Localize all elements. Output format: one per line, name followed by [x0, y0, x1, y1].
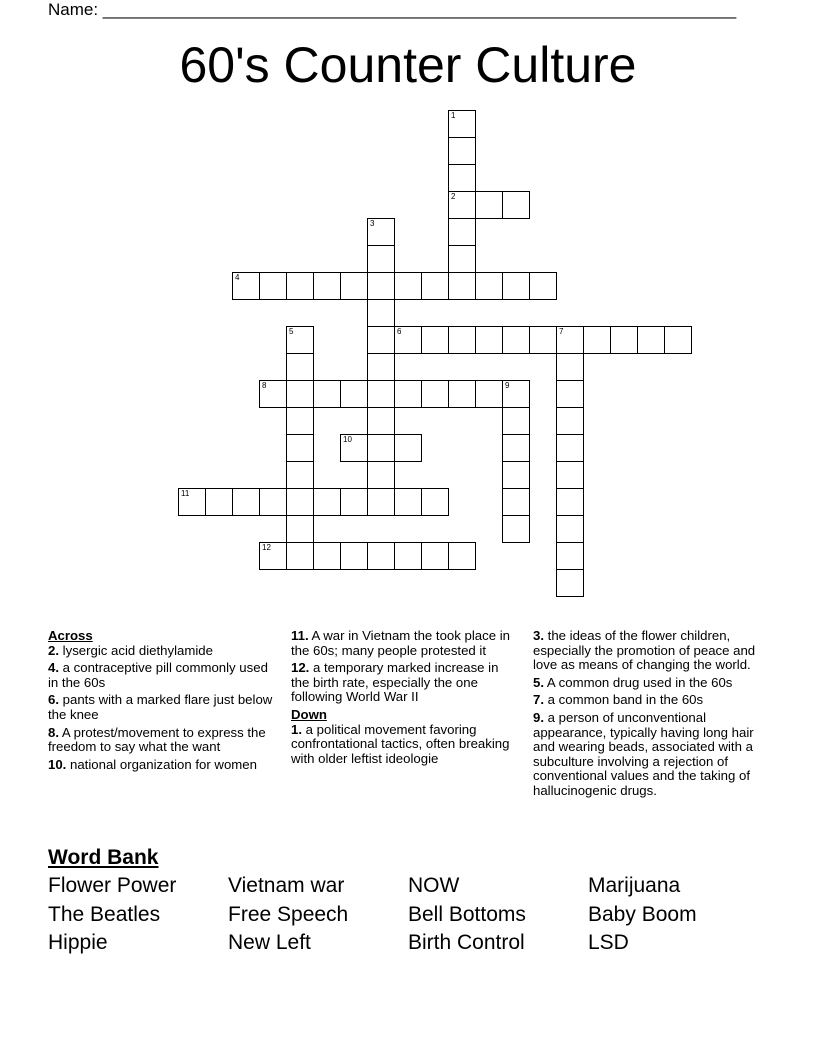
- grid-cell[interactable]: [502, 191, 530, 219]
- grid-cell[interactable]: [556, 461, 584, 489]
- grid-cell[interactable]: [556, 542, 584, 570]
- grid-cell[interactable]: [502, 380, 530, 408]
- cell-number: 3: [370, 219, 375, 228]
- grid-cell[interactable]: [367, 326, 395, 354]
- word-bank-title: Word Bank: [48, 846, 159, 869]
- grid-cell[interactable]: [637, 326, 665, 354]
- grid-cell[interactable]: [448, 164, 476, 192]
- grid-cell[interactable]: [475, 380, 503, 408]
- clue-text: A protest/movement to express the freedom to say what the want: [48, 724, 266, 755]
- grid-cell[interactable]: [178, 488, 206, 516]
- grid-cell[interactable]: [394, 488, 422, 516]
- clue-number: 11.: [291, 628, 309, 643]
- clue-across-10: [48, 758, 273, 773]
- grid-cell[interactable]: [502, 434, 530, 462]
- clue-across-4: [48, 661, 273, 690]
- grid-cell[interactable]: [286, 272, 314, 300]
- clue-number: 10.: [48, 756, 67, 772]
- word-bank-item: Baby Boom: [588, 903, 697, 926]
- grid-cell[interactable]: [286, 461, 314, 489]
- grid-cell[interactable]: [394, 434, 422, 462]
- clue-across-2: [48, 644, 273, 659]
- grid-cell[interactable]: [502, 515, 530, 543]
- grid-cell[interactable]: [367, 272, 395, 300]
- clue-down-1: [291, 723, 519, 767]
- grid-cell[interactable]: [286, 434, 314, 462]
- clue-text: lysergic acid diethylamide: [59, 642, 213, 658]
- grid-cell[interactable]: [556, 380, 584, 408]
- word-bank-item: Hippie: [48, 931, 108, 954]
- clue-text: a political movement favoring confrontational tactics, often breaking with older leftist ideologie: [291, 721, 510, 766]
- clue-number: 3.: [533, 628, 544, 643]
- grid-cell[interactable]: [448, 245, 476, 273]
- clue-down-9: [533, 711, 773, 799]
- grid-cell[interactable]: [205, 488, 233, 516]
- grid-cell[interactable]: [286, 326, 314, 354]
- page-title: 60's Counter Culture: [179, 37, 637, 93]
- cell-number: 7: [559, 327, 564, 336]
- grid-cell[interactable]: [367, 380, 395, 408]
- grid-cell[interactable]: [583, 326, 611, 354]
- grid-cell[interactable]: [556, 569, 584, 597]
- word-bank-item: New Left: [228, 931, 311, 954]
- clues-column-3: [533, 629, 773, 802]
- clue-text: a common band in the 60s: [544, 692, 704, 708]
- clue-across-6: [48, 693, 273, 722]
- word-bank-item: Birth Control: [408, 931, 525, 954]
- grid-cell[interactable]: [313, 488, 341, 516]
- clue-number: 7.: [533, 692, 544, 708]
- grid-cell[interactable]: [448, 191, 476, 219]
- grid-cell[interactable]: [502, 461, 530, 489]
- word-bank-item: Bell Bottoms: [408, 903, 526, 926]
- grid-cell[interactable]: [367, 488, 395, 516]
- grid-cell[interactable]: [259, 542, 287, 570]
- grid-cell[interactable]: [502, 488, 530, 516]
- grid-cell[interactable]: [502, 272, 530, 300]
- grid-cell[interactable]: [556, 515, 584, 543]
- grid-cell[interactable]: [421, 326, 449, 354]
- grid-cell[interactable]: [475, 191, 503, 219]
- grid-cell[interactable]: [367, 434, 395, 462]
- grid-cell[interactable]: [340, 542, 368, 570]
- word-bank-item: Flower Power: [48, 874, 177, 897]
- grid-cell[interactable]: [529, 326, 557, 354]
- name-field[interactable]: Name: ___________________________________________________________________: [48, 0, 737, 19]
- cell-number: 6: [397, 327, 402, 336]
- cell-number: 1: [451, 111, 456, 120]
- grid-cell[interactable]: [286, 353, 314, 381]
- clue-down-3: [533, 629, 773, 673]
- down-header: Down: [291, 706, 327, 722]
- grid-cell[interactable]: [556, 434, 584, 462]
- grid-cell[interactable]: [610, 326, 638, 354]
- grid-cell[interactable]: [367, 218, 395, 246]
- grid-cell[interactable]: [340, 434, 368, 462]
- grid-cell[interactable]: [286, 542, 314, 570]
- grid-cell[interactable]: [448, 137, 476, 165]
- grid-cell[interactable]: [448, 542, 476, 570]
- cell-number: 2: [451, 192, 456, 201]
- word-bank-item: The Beatles: [48, 903, 161, 926]
- clue-number: 6.: [48, 692, 59, 708]
- clue-down-7: [533, 693, 773, 708]
- word-bank-item: NOW: [408, 874, 460, 897]
- cell-number: 4: [235, 273, 240, 282]
- grid-cell[interactable]: [556, 488, 584, 516]
- grid-cell[interactable]: [421, 380, 449, 408]
- grid-cell[interactable]: [232, 272, 260, 300]
- cell-number: 5: [289, 327, 294, 336]
- grid-cell[interactable]: [367, 542, 395, 570]
- grid-cell[interactable]: [232, 488, 260, 516]
- grid-cell[interactable]: [421, 488, 449, 516]
- word-bank-item: Vietnam war: [228, 874, 345, 897]
- grid-cell[interactable]: [556, 407, 584, 435]
- grid-cell[interactable]: [286, 380, 314, 408]
- grid-cell[interactable]: [394, 272, 422, 300]
- clue-number: 9.: [533, 709, 544, 725]
- grid-cell[interactable]: [448, 326, 476, 354]
- grid-cell[interactable]: [286, 515, 314, 543]
- grid-cell[interactable]: [367, 461, 395, 489]
- grid-cell[interactable]: [394, 380, 422, 408]
- clue-number: 12.: [291, 660, 310, 676]
- clue-down-5: [533, 676, 773, 691]
- grid-cell[interactable]: [259, 380, 287, 408]
- grid-cell[interactable]: [367, 299, 395, 327]
- clue-number: 5.: [533, 674, 544, 690]
- clue-text: A war in Vietnam the took place in the 60s; many people protested it: [291, 628, 510, 658]
- cell-number: 11: [181, 489, 190, 498]
- grid-cell[interactable]: [556, 353, 584, 381]
- grid-cell[interactable]: [259, 272, 287, 300]
- grid-cell[interactable]: [286, 407, 314, 435]
- clue-across-11: [291, 629, 519, 658]
- clue-across-12: [291, 661, 519, 705]
- grid-cell[interactable]: [421, 542, 449, 570]
- cell-number: 8: [262, 381, 267, 390]
- clue-number: 2.: [48, 642, 59, 658]
- clue-text: the ideas of the flower children, especially the promotion of peace and love as means of changing the world.: [533, 628, 756, 673]
- grid-cell[interactable]: [448, 218, 476, 246]
- grid-cell[interactable]: [340, 488, 368, 516]
- grid-cell[interactable]: [394, 542, 422, 570]
- grid-cell[interactable]: [502, 326, 530, 354]
- grid-cell[interactable]: [502, 407, 530, 435]
- word-bank-item: Marijuana: [588, 874, 681, 897]
- clue-text: a contraceptive pill commonly used in the 60s: [48, 660, 268, 690]
- grid-cell[interactable]: [313, 542, 341, 570]
- grid-cell[interactable]: [394, 326, 422, 354]
- grid-cell[interactable]: [340, 272, 368, 300]
- word-bank-item: LSD: [588, 931, 629, 954]
- clue-across-8: [48, 726, 273, 755]
- clues-column-1: [48, 629, 273, 775]
- cell-number: 9: [505, 381, 510, 390]
- clue-text: national organization for women: [66, 756, 257, 772]
- word-bank-item: Free Speech: [228, 903, 349, 926]
- grid-cell[interactable]: [664, 326, 692, 354]
- grid-cell[interactable]: [313, 272, 341, 300]
- grid-cell[interactable]: [259, 488, 287, 516]
- grid-cell[interactable]: [556, 326, 584, 354]
- grid-cell[interactable]: [421, 272, 449, 300]
- grid-cell[interactable]: [475, 326, 503, 354]
- grid-cell[interactable]: [529, 272, 557, 300]
- clues-column-2: [291, 629, 519, 769]
- clue-number: 4.: [48, 660, 59, 676]
- grid-cell[interactable]: [367, 353, 395, 381]
- grid-cell[interactable]: [313, 380, 341, 408]
- clue-text: pants with a marked flare just below the knee: [48, 692, 273, 722]
- cell-number: 10: [343, 435, 352, 444]
- grid-cell[interactable]: [367, 245, 395, 273]
- clue-number: 1.: [291, 721, 302, 737]
- clue-text: a temporary marked increase in the birth rate, especially the one following World War II: [291, 660, 499, 705]
- grid-cell[interactable]: [448, 380, 476, 408]
- clue-text: a person of unconventional appearance, typically having long hair and wearing beads, associated with a subculture involving a rejection of conventional values and the taking of hallucinogenic drugs.: [533, 709, 754, 798]
- clue-number: 8.: [48, 724, 59, 740]
- cell-number: 12: [262, 543, 271, 552]
- grid-cell[interactable]: [448, 110, 476, 138]
- clue-text: A common drug used in the 60s: [544, 674, 733, 690]
- grid-cell[interactable]: [367, 407, 395, 435]
- grid-cell[interactable]: [286, 488, 314, 516]
- across-header: Across: [48, 628, 93, 643]
- grid-cell[interactable]: [448, 272, 476, 300]
- grid-cell[interactable]: [475, 272, 503, 300]
- grid-cell[interactable]: [340, 380, 368, 408]
